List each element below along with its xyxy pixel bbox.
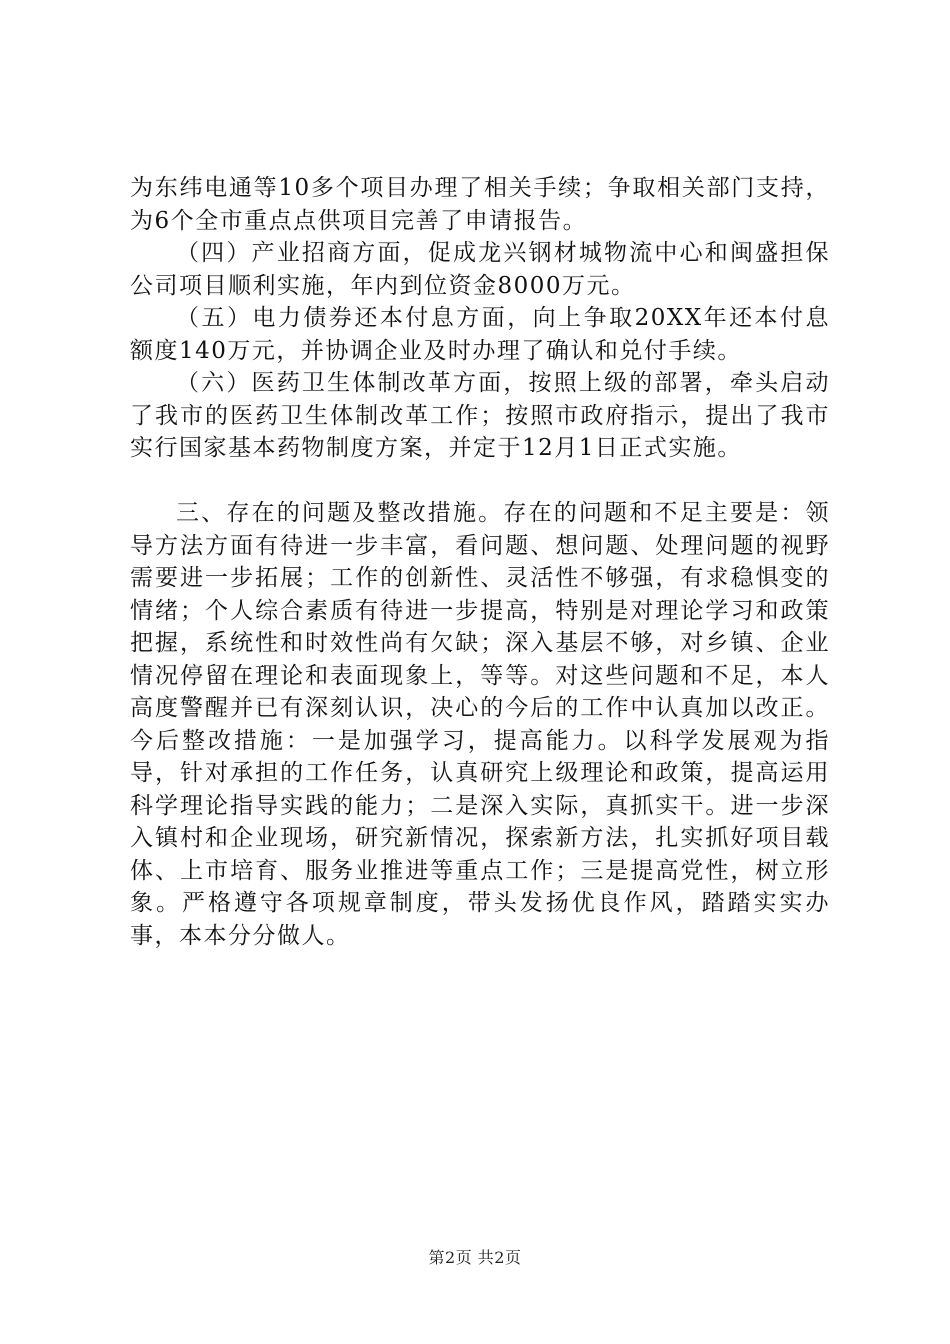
document-body [130,172,830,952]
paragraph-continuation: 为东纬电通等10多个项目办理了相关手续；争取相关部门支持，为6个全市重点点供项目完善了申请报告。 [130,175,830,234]
section-spacer [130,465,830,498]
paragraph-section-three: 三、存在的问题及整改措施。存在的问题和不足主要是：领导方法方面有待进一步丰富，看问题、想问题、处理问题的视野需要进一步拓展；工作的创新性、灵活性不够强，有求稳惧变的情绪；个人综合素质有待进一步提高，特别是对理论学习和政策把握，系统性和时效性尚有欠缺；深入基层不够，对乡镇、企业情况停留在理论和表面现象上，等等。对这些问题和不足，本人高度警醒并已有深刻认识，决心的今后的工作中认真加以改正。今后整改措施：一是加强学习，提高能力。以科学发展观为指导，针对承担的工作任务，认真研究上级理论和政策，提高运用科学理论指导实践的能力；二是深入实际，真抓实干。进一步深入镇村和企业现场，研究新情况，探索新方法，扎实抓好项目载体、上市培育、服务业推进等重点工作；三是提高党性，树立形象。严格遵守各项规章制度，带头发扬优良作风，踏踏实实办事，本本分分做人。 [130,500,830,949]
page-footer: 第2页 共2页 [428,1248,522,1267]
paragraph-item-4: （四）产业招商方面，促成龙兴钢材城物流中心和闽盛担保公司项目顺利实施，年内到位资金8000万元。 [130,240,830,299]
paragraph-item-5: （五）电力债券还本付息方面，向上争取20XX年还本付息额度140万元，并协调企业及时办理了确认和兑付手续。 [130,305,830,364]
paragraph-item-6: （六）医药卫生体制改革方面，按照上级的部署，牵头启动了我市的医药卫生体制改革工作；按照市政府指示，提出了我市实行国家基本药物制度方案，并定于12月1日正式实施。 [130,370,830,461]
